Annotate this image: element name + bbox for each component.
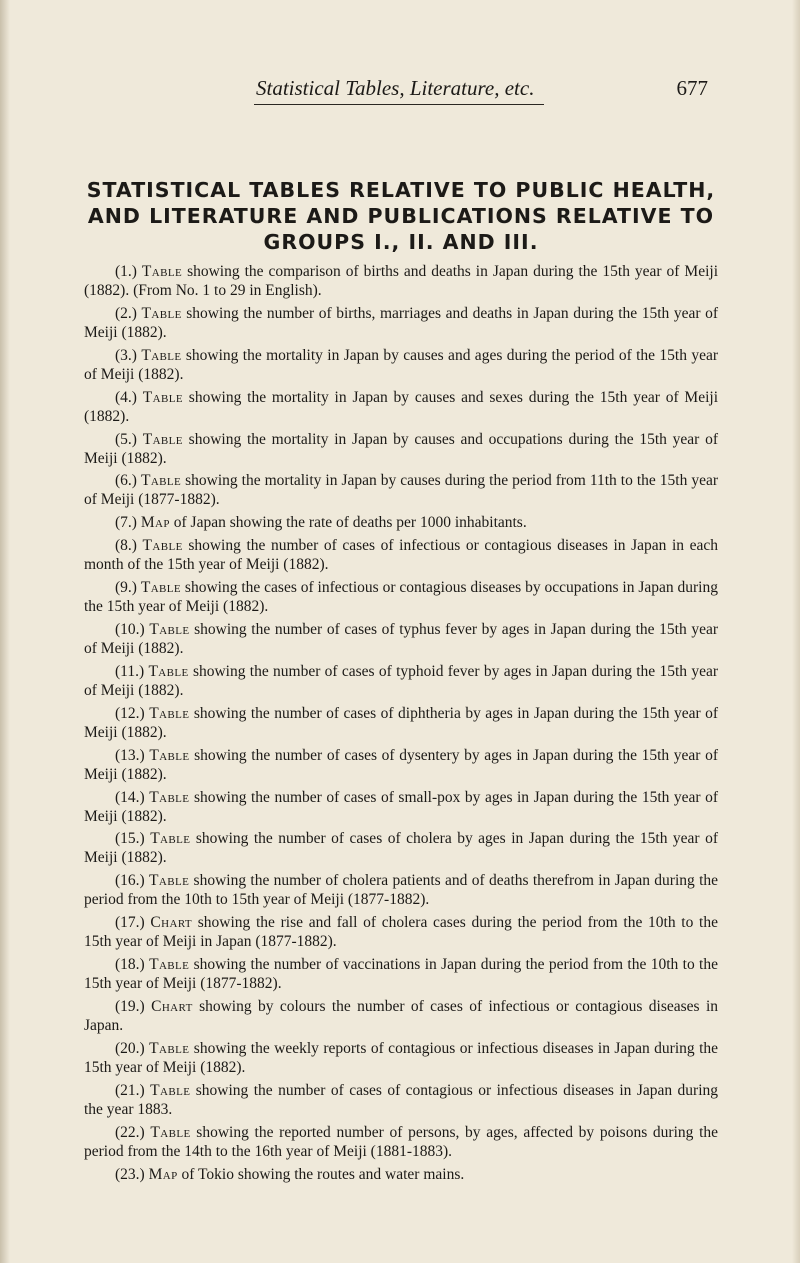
- list-item: [84, 304, 718, 342]
- item-kind: Table: [141, 304, 182, 322]
- item-number: (2.): [115, 304, 137, 322]
- item-text: showing the cases of infectious or contagious diseases by occupations in Japan during the 15th year of Meiji (1882).: [84, 579, 718, 616]
- item-number: (16.): [115, 872, 145, 890]
- list-item: [84, 913, 718, 951]
- list-item: [84, 388, 718, 426]
- item-number: (17.): [115, 914, 145, 932]
- item-text: showing the number of cases of contagious or infectious diseases in Japan during the year 1883.: [84, 1081, 719, 1118]
- list-item: [84, 1039, 718, 1077]
- item-number: (21.): [115, 1081, 145, 1099]
- item-kind: Table: [149, 872, 190, 890]
- item-kind: Table: [142, 537, 183, 555]
- item-text: showing the number of births, marriages and deaths in Japan during the 15th year of Meiji (1882).: [84, 304, 718, 341]
- running-head-rule: [254, 104, 544, 105]
- list-item: [84, 1123, 718, 1161]
- list-item: [84, 788, 718, 826]
- item-kind: Table: [142, 388, 183, 406]
- item-text: showing the number of cases of cholera by ages in Japan during the 15th year of Meiji (1882).: [84, 830, 718, 867]
- item-text: showing the mortality in Japan by causes and ages during the period of the 15th year of Meiji (1882).: [84, 346, 719, 383]
- list-item: [84, 997, 718, 1035]
- item-text: showing the mortality in Japan by causes and sexes during the 15th year of Meiji (1882).: [84, 388, 719, 425]
- publication-list: [84, 262, 718, 1187]
- item-number: (13.): [115, 746, 145, 764]
- item-kind: Chart: [150, 914, 193, 932]
- item-number: (9.): [115, 579, 137, 597]
- list-item: [84, 536, 718, 574]
- item-text: showing the number of cases of small-pox by ages in Japan during the 15th year of Meiji (1882).: [84, 788, 719, 825]
- page-gutter-shadow: [0, 0, 10, 1263]
- page-edge-shadow: [792, 0, 800, 1263]
- item-number: (4.): [115, 388, 137, 406]
- item-text: of Japan showing the rate of deaths per 1000 inhabitants.: [173, 514, 527, 532]
- list-item: [84, 662, 718, 700]
- list-item: [84, 746, 718, 784]
- item-text: of Tokio showing the routes and water mains.: [181, 1165, 465, 1183]
- item-text: showing the reported number of persons, by ages, affected by poisons during the period from the 14th to the 16th year of Meiji (1881-1883).: [84, 1123, 719, 1160]
- item-text: showing the number of cases of dysentery by ages in Japan during the 15th year of Meiji (1882).: [84, 746, 718, 783]
- item-kind: Table: [141, 263, 183, 280]
- section-heading: STATISTICAL TABLES RELATIVE TO PUBLIC HEALTH, AND LITERATURE AND PUBLICATIONS RELATIVE TO GROUPS I., II. AND III.: [86, 178, 716, 254]
- item-text: showing the number of vaccinations in Japan during the period from the 10th to the 15th year of Meiji (1877-1882).: [84, 956, 718, 993]
- item-text: showing the number of cholera patients and of deaths therefrom in Japan during the period from the 10th to 15th year of Meiji (1877-1882).: [84, 872, 719, 909]
- item-kind: Table: [150, 1081, 191, 1099]
- item-kind: Map: [140, 514, 170, 532]
- list-item: [84, 1081, 718, 1119]
- item-kind: Table: [149, 704, 190, 722]
- item-kind: Table: [149, 788, 190, 806]
- list-item: [84, 471, 718, 509]
- list-item: [84, 829, 718, 867]
- item-text: showing by colours the number of cases of infectious or contagious diseases in Japan.: [84, 998, 719, 1035]
- list-item: [84, 620, 718, 658]
- item-number: (3.): [115, 346, 137, 364]
- item-number: (8.): [115, 537, 137, 555]
- item-text: showing the rise and fall of cholera cases during the period from the 10th to the 15th year of Meiji in Japan (1877-1882).: [84, 914, 718, 951]
- list-item: [84, 1165, 718, 1184]
- item-number: (19.): [115, 998, 145, 1016]
- item-text: showing the number of cases of infectious or contagious diseases in Japan in each month of the 15th year of Meiji (1882).: [84, 537, 719, 574]
- item-kind: Table: [148, 662, 189, 680]
- list-item: [84, 346, 718, 384]
- item-text: showing the number of cases of typhus fever by ages in Japan during the 15th year of Meiji (1882).: [84, 621, 718, 658]
- list-item: [84, 871, 718, 909]
- item-kind: Table: [140, 472, 182, 490]
- list-item: [84, 578, 718, 616]
- item-kind: Table: [150, 830, 191, 848]
- item-number: (11.): [115, 662, 145, 680]
- item-number: (6.): [115, 472, 137, 490]
- item-number: (7.): [115, 514, 137, 532]
- item-number: (14.): [115, 788, 145, 806]
- item-kind: Map: [148, 1165, 178, 1183]
- item-text: showing the number of cases of diphtheria by ages in Japan during the 15th year of Meiji (1882).: [84, 704, 719, 741]
- list-item: [84, 955, 718, 993]
- item-text: showing the mortality in Japan by causes during the period from 11th to the 15th year of Meiji (1877-1882).: [84, 472, 718, 509]
- item-text: showing the weekly reports of contagious or infectious diseases in Japan during the 15th year of Meiji (1882).: [84, 1039, 719, 1076]
- item-kind: Table: [140, 579, 182, 597]
- item-number: (15.): [115, 830, 145, 848]
- page-number: 677: [676, 76, 708, 100]
- running-head: [88, 76, 708, 102]
- item-text: showing the mortality in Japan by causes and occupations during the 15th year of Meiji (1882).: [84, 430, 719, 467]
- item-text: showing the number of cases of typhoid fever by ages in Japan during the 15th year of Meiji (1882).: [84, 662, 719, 699]
- item-number: (20.): [115, 1039, 145, 1057]
- item-kind: Table: [142, 430, 183, 448]
- item-number: (5.): [115, 430, 137, 448]
- item-number: (23.): [115, 1165, 145, 1183]
- item-kind: Table: [141, 346, 182, 364]
- item-number: (1.): [115, 263, 137, 280]
- item-kind: Table: [149, 746, 190, 764]
- list-item: [84, 262, 718, 300]
- running-head-title: Statistical Tables, Literature, etc.: [256, 76, 535, 100]
- item-number: (12.): [115, 704, 145, 722]
- item-number: (10.): [115, 621, 145, 639]
- item-text: showing the comparison of births and deaths in Japan during the 15th year of Meiji (1882). (From No. 1 to 29 in English).: [84, 263, 719, 299]
- list-item: [84, 704, 718, 742]
- item-kind: Chart: [151, 998, 193, 1016]
- list-item: [84, 430, 718, 468]
- item-kind: Table: [149, 621, 190, 639]
- item-number: (18.): [115, 956, 145, 974]
- item-kind: Table: [149, 1039, 190, 1057]
- list-item: [84, 513, 718, 532]
- item-kind: Table: [149, 956, 190, 974]
- item-kind: Table: [150, 1123, 191, 1141]
- item-number: (22.): [115, 1123, 145, 1141]
